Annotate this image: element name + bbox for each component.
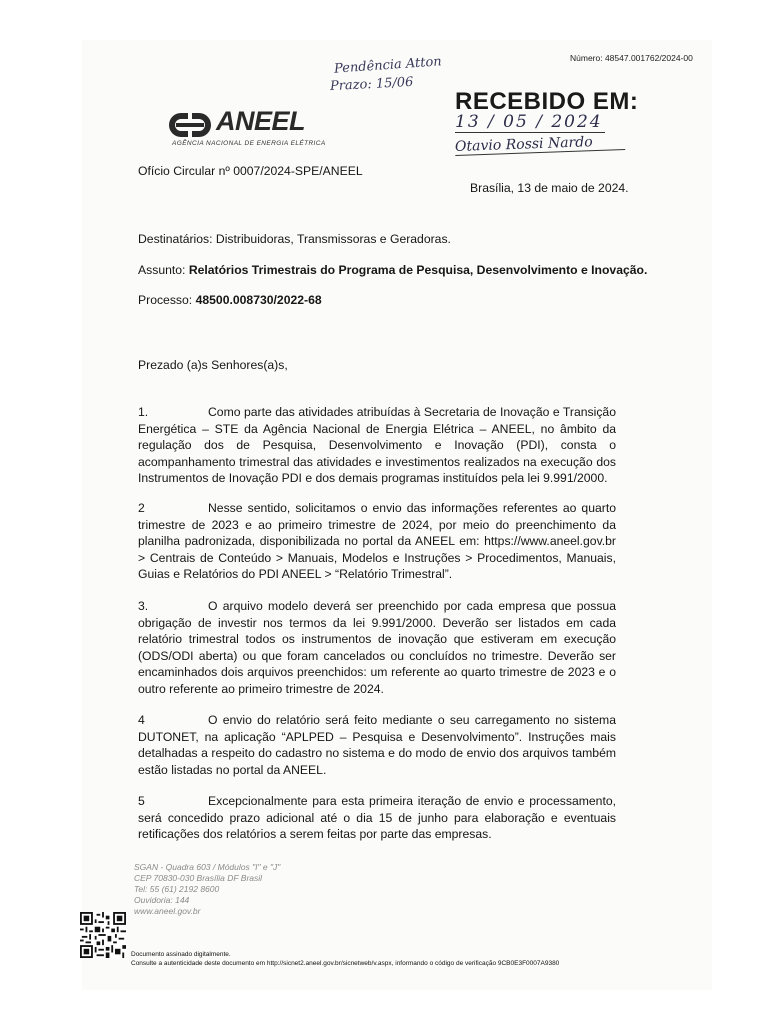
process-label: Processo: xyxy=(138,293,196,307)
footer-phone: Tel: 55 (61) 2192 8600 xyxy=(134,884,220,894)
digital-signature-note xyxy=(131,950,559,968)
footer-ouvidoria: Ouvidoria: 144 xyxy=(134,895,190,905)
subject-line xyxy=(138,262,647,279)
handwritten-note-line2: Prazo: 15/06 xyxy=(329,74,414,95)
paragraph-3 xyxy=(138,598,616,697)
logo-subtitle: AGÊNCIA NACIONAL DE ENERGIA ELÉTRICA xyxy=(172,140,326,147)
letter-date: Brasília, 13 de maio de 2024. xyxy=(470,181,629,195)
paragraph-text: Como parte das atividades atribuídas à Secretaria de Inovação e Transição Energética – STE da Agência Nacional de Energia Elétrica – ANEEL, no âmbito da regulação dos de Pesquisa, Desenvolvimento e Inovação (PDI), consta o acompanhamento trimestral das atividades e investimentos realizados na execução dos Instrumentos de Inovação PDI e dos demais programas instituídos pela lei 9.991/2000. xyxy=(138,405,616,485)
paragraph-number: 5 xyxy=(138,794,145,808)
paragraph-5 xyxy=(138,793,616,843)
paragraph-2 xyxy=(138,500,616,583)
salutation: Prezado (a)s Senhores(a)s, xyxy=(138,358,288,372)
footer-address-line1: SGAN - Quadra 603 / Módulos "I" e "J" xyxy=(134,862,281,872)
subject-label: Assunto: xyxy=(138,263,189,277)
footer-address-line2: CEP 70830-030 Brasília DF Brasil xyxy=(134,873,263,883)
paragraph-number: 2 xyxy=(138,501,145,515)
received-stamp-date: 13 / 05 / 2024 xyxy=(455,112,605,133)
paragraph-text: Nesse sentido, solicitamos o envio das informações referentes ao quarto trimestre de 2023 e ao primeiro trimestre de 2024, por meio do preenchimento da planilha padronizada, disponibilizada no portal da ANEEL em: https://www.aneel.gov.br > Centrais de Conteúdo > Manuais, Modelos e Instruções > Procedimentos, Manuais, Guias e Relatórios do PDI ANEEL > “Relatório Trimestral”. xyxy=(138,501,616,581)
process-number: 48500.008730/2022-68 xyxy=(195,293,322,307)
recipients: Destinatários: Distribuidoras, Transmissoras e Geradoras. xyxy=(138,232,451,246)
paragraph-number: 4 xyxy=(138,713,145,727)
subject-text: Relatórios Trimestrais do Programa de Pesquisa, Desenvolvimento e Inovação. xyxy=(188,263,648,277)
paragraph-text: Excepcionalmente para esta primeira iteração de envio e processamento, será concedido prazo adicional até o dia 15 de junho para elaboração e eventuais retificações dos relatórios a serem feitas por parte das empresas. xyxy=(138,794,616,841)
logo-name: ANEEL xyxy=(216,106,306,136)
aneel-logo-icon xyxy=(168,112,212,138)
paragraph-text: O arquivo modelo deverá ser preenchido por cada empresa que possua obrigação de investir nos termos da lei 9.991/2000. Deverão ser listados em cada relatório trimestral todos os instrumentos de inovação que estiveram em execução (ODS/ODI aberta) ou que foram cancelados ou concluídos no trimestre. Deverão ser encaminhados dois arquivos preenchidos: um referente ao quarto trimestre de 2023 e o outro referente ao primeiro trimestre de 2024. xyxy=(138,599,616,696)
paragraph-number: 1. xyxy=(138,405,149,419)
handwritten-note-line1: Pendência Atton xyxy=(333,54,443,77)
signed-line1: Documento assinado digitalmente. xyxy=(131,951,231,958)
footer-address xyxy=(134,862,280,917)
received-stamp-signature: Otavio Rossi Nardo xyxy=(455,133,625,156)
footer-site: www.aneel.gov.br xyxy=(134,906,201,916)
received-stamp-title: RECEBIDO EM: xyxy=(455,88,639,115)
paragraph-number: 3. xyxy=(138,599,149,613)
document-number: Número: 48547.001762/2024-00 xyxy=(570,53,693,63)
paragraph-4 xyxy=(138,712,616,778)
paragraph-text: O envio do relatório será feito mediante o seu carregamento no sistema DUTONET, na aplicação “APLPED – Pesquisa e Desenvolvimento”. Instruções mais detalhadas a respeito do cadastro no sistema e do modo de envio dos arquivos também estão listadas no portal da ANEEL. xyxy=(138,713,616,777)
qr-code-icon xyxy=(80,912,126,958)
signed-line2: Consulte a autenticidade deste documento em http://sicnet2.aneel.gov.br/sicnetweb/v.aspx, informando o código de verificação 9CB0E3F0007A9380 xyxy=(131,960,560,967)
paragraph-1 xyxy=(138,404,616,487)
process-line xyxy=(138,292,322,309)
oficio-number: Ofício Circular nº 0007/2024-SPE/ANEEL xyxy=(138,164,363,178)
